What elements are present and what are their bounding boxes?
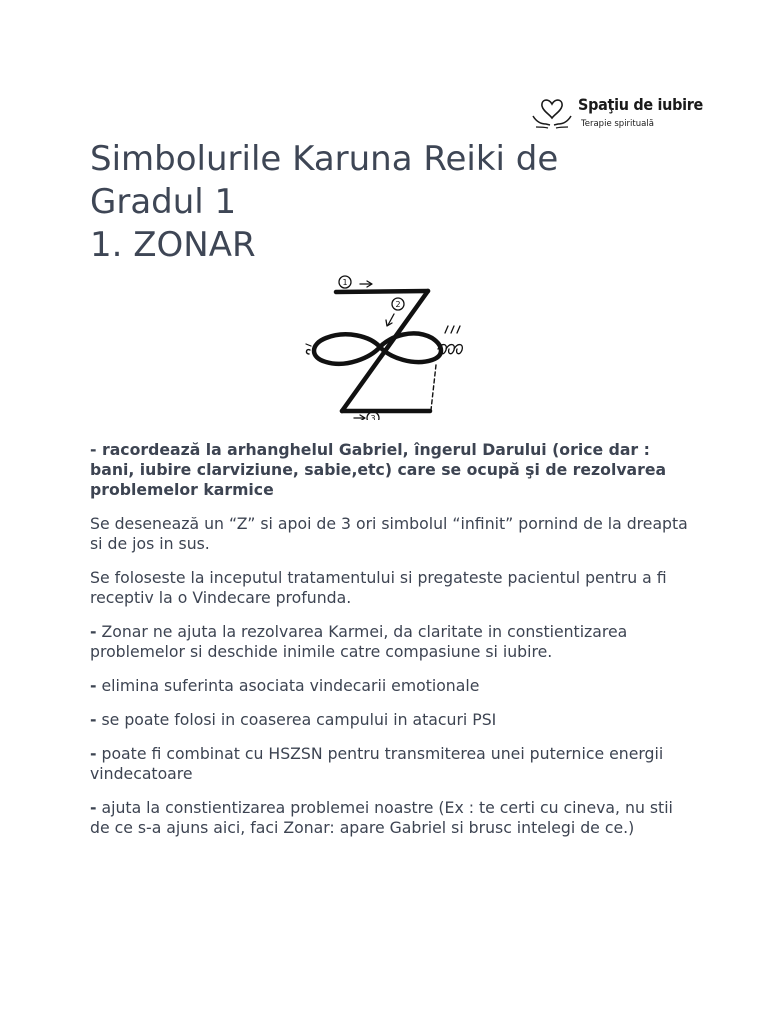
bullet-dash: -: [90, 676, 97, 695]
logo-title: Spaţiu de iubire: [578, 95, 704, 114]
title-line-2: Gradul 1: [90, 182, 237, 222]
bullet-dash: -: [90, 798, 97, 817]
step-2-label: 2: [395, 300, 401, 309]
page-title: [90, 138, 690, 267]
title-line-1: Simbolurile Karuna Reiki de: [90, 139, 559, 179]
bullet-3: [90, 710, 690, 730]
bullet-text: poate fi combinat cu HSZSN pentru transmiterea unei puternice energii vindecatoare: [90, 744, 664, 783]
bullet-text: se poate folosi in coaserea campului in atacuri PSI: [96, 710, 497, 729]
article-body: [90, 440, 690, 852]
paragraph-2: Se foloseste la inceputul tratamentului si pregateste pacientul pentru a fi receptiv la o Vindecare profunda.: [90, 568, 667, 607]
step-1-label: 1: [342, 278, 348, 287]
title-line-3: 1. ZONAR: [90, 225, 256, 265]
logo-tagline: Terapie spirituală: [581, 119, 654, 129]
zonar-symbol-drawing: [298, 270, 488, 420]
bullet-dash: -: [90, 710, 97, 729]
bullet-5: [90, 798, 690, 838]
paragraph-1: Se desenează un “Z” si apoi de 3 ori simbolul “infinit” pornind de la dreapta si de jos in sus.: [90, 514, 688, 553]
bullet-text: elimina suferinta asociata vindecarii emotionale: [96, 676, 480, 695]
bullet-4: [90, 744, 690, 784]
bullet-dash: -: [90, 744, 97, 763]
bullet-dash: -: [90, 622, 97, 641]
bullet-text: ajuta la constientizarea problemei noastre (Ex : te certi cu cineva, nu stii de ce s-a ajuns aici, faci Zonar: apare Gabriel si brusc intelegi de ce.): [90, 798, 673, 837]
bullet-text: Zonar ne ajuta la rezolvarea Karmei, da claritate in constientizarea problemelor si deschide inimile catre compasiune si iubire.: [90, 622, 628, 661]
lead-paragraph: - racordează la arhanghelul Gabriel, îngerul Darului (orice dar : bani, iubire clarviziune, sabie,etc) care se ocupă şi de rezolvarea problemelor karmice: [90, 440, 667, 499]
brand-logo: [530, 94, 704, 136]
step-3-label: 3: [370, 414, 376, 420]
heart-hands-icon: [530, 94, 578, 134]
bullet-1: [90, 622, 690, 662]
bullet-2: [90, 676, 690, 696]
